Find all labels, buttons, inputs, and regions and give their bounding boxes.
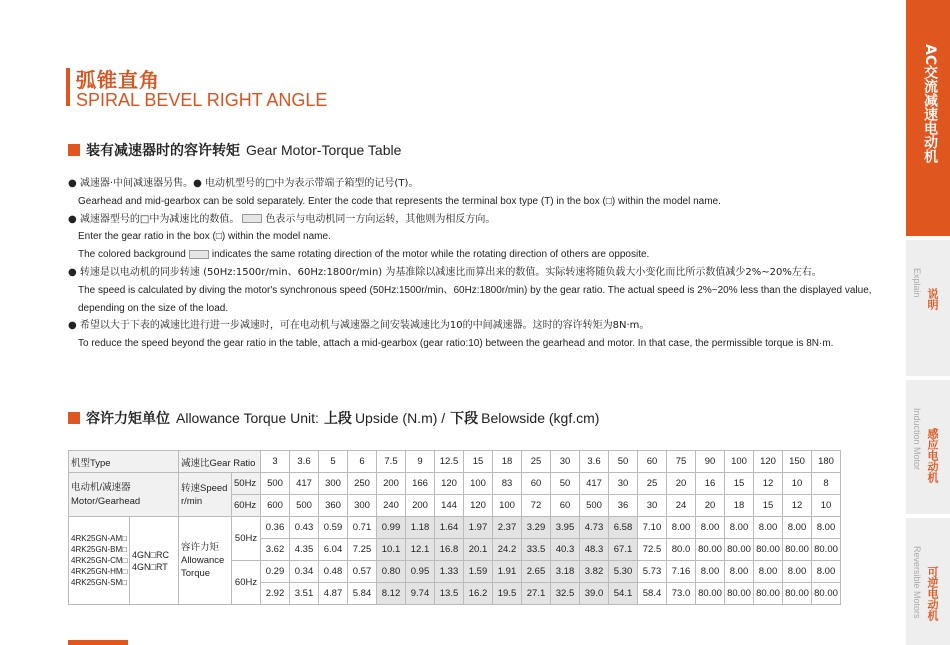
table-cell: 83 (493, 473, 522, 495)
table-cell: 60 (522, 473, 551, 495)
table-cell: 360 (319, 495, 348, 517)
table-cell: 30 (551, 451, 580, 473)
table-cell: 50 (609, 451, 638, 473)
sidebar-tab-3[interactable] (906, 380, 950, 514)
shaded-swatch-icon (189, 250, 209, 259)
torque-label: 容许力矩 Allowance Torque (179, 517, 232, 605)
table-cell: 20 (667, 473, 696, 495)
table-cell: 8 (812, 473, 841, 495)
motor-model: 4RK25GN-HM□ (71, 567, 128, 576)
table-cell: 80.00 (725, 583, 754, 605)
table-cell: 417 (580, 473, 609, 495)
table-cell: 3 (261, 451, 290, 473)
table-cell: 10 (812, 495, 841, 517)
speed-header: 转速Speed r/min (179, 473, 232, 517)
sidebar-tab-4[interactable] (906, 518, 950, 645)
table-cell: 1.18 (406, 517, 435, 539)
table-cell: 166 (406, 473, 435, 495)
table-cell: 80.00 (696, 539, 725, 561)
table-cell: 80.00 (812, 583, 841, 605)
table-cell: 1.64 (435, 517, 464, 539)
table-cell: 0.29 (261, 561, 290, 583)
table-cell: 100 (464, 473, 493, 495)
table-cell: 0.48 (319, 561, 348, 583)
table-cell: 80.00 (725, 539, 754, 561)
note-4-cn: ● 希望以大于下表的减速比进行进一步减速时，可在电动机与减速器之间安装减速比为10的中间减速器。这时的容许转矩为8N·m。 (68, 320, 650, 332)
table-cell: 75 (667, 451, 696, 473)
table-cell: 33.5 (522, 539, 551, 561)
table-cell: 48.3 (580, 539, 609, 561)
sidebar-tab-label: AC交流减速电动机 (922, 44, 938, 164)
table-cell: 6.04 (319, 539, 348, 561)
table-cell: 10.1 (377, 539, 406, 561)
table-cell: 1.97 (464, 517, 493, 539)
table-cell: 0.80 (377, 561, 406, 583)
motor-model: 4RK25GN-CM□ (71, 556, 128, 565)
section-marker-icon (68, 412, 80, 424)
motor-model: 4RK25GN-SM□ (71, 578, 127, 587)
table-cell: 8.00 (812, 517, 841, 539)
table-cell: 0.34 (290, 561, 319, 583)
table-cell: 32.5 (551, 583, 580, 605)
table-cell: 18 (725, 495, 754, 517)
motor-gearhead-header: 电动机/减速器 Motor/Gearhead (69, 473, 179, 517)
sidebar-tab-label-en: Explain (912, 268, 922, 298)
table-cell: 39.0 (580, 583, 609, 605)
table-cell: 12 (754, 473, 783, 495)
table-cell: 3.95 (551, 517, 580, 539)
table-cell: 5 (319, 451, 348, 473)
table-cell: 120 (435, 473, 464, 495)
table-cell: 7.5 (377, 451, 406, 473)
table-cell: 100 (493, 495, 522, 517)
table-cell: 8.00 (783, 561, 812, 583)
note-4-en: To reduce the speed beyond the gear ratio in the table, attach a mid-gearbox (gear ratio:10) between the gearhead and motor. In that case, the permissible torque is 8N·m. (78, 338, 834, 350)
table-cell: 8.00 (667, 517, 696, 539)
table-cell: 72.5 (638, 539, 667, 561)
note-1-en: Gearhead and mid-gearbox can be sold separately. Enter the code that represents the terminal box type (T) in the box (□) within the model name. (78, 195, 721, 207)
table-cell: 12 (783, 495, 812, 517)
table-cell: 3.29 (522, 517, 551, 539)
table-cell: 417 (290, 473, 319, 495)
table-cell: 500 (261, 473, 290, 495)
table-cell: 54.1 (609, 583, 638, 605)
table-cell: 20.1 (464, 539, 493, 561)
table-cell: 5.84 (348, 583, 377, 605)
note-1-cn: ● 减速器·中间减速器另售。● 电动机型号的□中为表示带端子箱型的记号(T)。 (68, 178, 419, 189)
table-cell: 80.00 (812, 539, 841, 561)
table-cell: 13.5 (435, 583, 464, 605)
sidebar-tab-label-en: Induction Motor (912, 408, 922, 471)
table-cell: 80.00 (783, 583, 812, 605)
table-cell: 9 (406, 451, 435, 473)
table-cell: 60 (638, 451, 667, 473)
note-3-cn: ● 转速是以电动机的同步转速 (50Hz:1500r/min、60Hz:1800r/min) 为基准除以减速比而算出来的数值。实际转速将随负载大小变化而比所示数值减少2%~20%左右。 (68, 266, 822, 278)
table-cell: 67.1 (609, 539, 638, 561)
table-cell: 3.6 (580, 451, 609, 473)
motor-model: 4RK25GN-AM□ (71, 534, 127, 543)
table-cell: 30 (609, 473, 638, 495)
table-cell: 16.8 (435, 539, 464, 561)
table-cell: 12.5 (435, 451, 464, 473)
table-cell: 4.73 (580, 517, 609, 539)
table-cell: 7.25 (348, 539, 377, 561)
table-cell: 9.74 (406, 583, 435, 605)
table-cell: 8.00 (812, 561, 841, 583)
table-cell: 30 (638, 495, 667, 517)
table-cell: 72 (522, 495, 551, 517)
table-cell: 2.65 (522, 561, 551, 583)
sidebar-tab-label: 说明 (926, 288, 939, 310)
table-cell: 60 (551, 495, 580, 517)
motor-model-list (69, 517, 130, 605)
section-torque-table-heading (68, 140, 401, 160)
table-cell: 36 (609, 495, 638, 517)
table-cell: 5.73 (638, 561, 667, 583)
table-cell: 144 (435, 495, 464, 517)
note-3-en-2: depending on the size of the load. (78, 302, 229, 314)
table-cell: 80.00 (696, 583, 725, 605)
table-cell: 58.4 (638, 583, 667, 605)
table-cell: 150 (783, 451, 812, 473)
table-cell: 120 (464, 495, 493, 517)
table-cell: 90 (696, 451, 725, 473)
shaded-swatch-icon (242, 214, 262, 223)
table-cell: 4.35 (290, 539, 319, 561)
table-cell: 15 (725, 473, 754, 495)
table-cell: 24 (667, 495, 696, 517)
table-cell: 25 (638, 473, 667, 495)
table-cell: 5.30 (609, 561, 638, 583)
table-cell: 80.00 (754, 583, 783, 605)
note-2-en-2: The colored background indicates the same rotating direction of the motor while the rotating direction of others are opposite. (78, 249, 650, 261)
table-cell: 8.00 (696, 561, 725, 583)
next-section-marker (68, 640, 128, 645)
table-cell: 1.59 (464, 561, 493, 583)
table-cell: 7.10 (638, 517, 667, 539)
belowside-label-en: Belowside (kgf.cm) (481, 410, 600, 426)
table-cell: 8.00 (754, 517, 783, 539)
sidebar-tab-label: 可逆电动机 (926, 566, 939, 621)
table-cell: 100 (725, 451, 754, 473)
section1-title-en: Gear Motor-Torque Table (246, 142, 402, 158)
table-cell: 8.00 (783, 517, 812, 539)
page-title-cn: 弧锥直角 (76, 68, 160, 92)
section-marker-icon (68, 144, 80, 156)
note-2-cn: ● 减速器型号的□中为减速比的数值。 色表示与电动机同一方向运转，其他则为相反方向。 (68, 213, 496, 225)
table-cell: 300 (348, 495, 377, 517)
table-cell: 0.99 (377, 517, 406, 539)
table-cell: 80.00 (783, 539, 812, 561)
sidebar-tab-label: 感应电动机 (926, 428, 939, 483)
table-cell: 250 (348, 473, 377, 495)
table-cell: 200 (377, 473, 406, 495)
table-cell: 80.0 (667, 539, 696, 561)
torque-hz60-label: 60Hz (232, 561, 261, 605)
table-cell: 50 (551, 473, 580, 495)
table-cell: 24.2 (493, 539, 522, 561)
table-cell: 240 (377, 495, 406, 517)
belowside-label-cn: 下段 (450, 411, 479, 427)
table-cell: 6 (348, 451, 377, 473)
table-cell: 15 (464, 451, 493, 473)
table-cell: 8.00 (754, 561, 783, 583)
table-cell: 200 (406, 495, 435, 517)
table-cell: 300 (319, 473, 348, 495)
motor-model: 4RK25GN-BM□ (71, 545, 127, 554)
table-cell: 15 (754, 495, 783, 517)
torque-hz50-label: 50Hz (232, 517, 261, 561)
torque-table (68, 450, 841, 605)
table-cell: 12.1 (406, 539, 435, 561)
table-cell: 16 (696, 473, 725, 495)
table-cell: 40.3 (551, 539, 580, 561)
note-2-en-1: Enter the gear ratio in the box (□) within the model name. (78, 231, 331, 243)
table-cell: 1.33 (435, 561, 464, 583)
page-title-en: SPIRAL BEVEL RIGHT ANGLE (76, 90, 328, 110)
table-cell: 7.16 (667, 561, 696, 583)
title-accent-bar (66, 68, 70, 106)
table-cell: 3.62 (261, 539, 290, 561)
table-cell: 3.82 (580, 561, 609, 583)
table-cell: 8.12 (377, 583, 406, 605)
hz60-label: 60Hz (232, 495, 261, 517)
table-cell: 1.91 (493, 561, 522, 583)
section1-title-cn: 装有减速器时的容许转矩 (86, 143, 240, 159)
table-cell: 18 (493, 451, 522, 473)
notes-block (68, 175, 872, 353)
table-cell: 3.18 (551, 561, 580, 583)
table-cell: 0.36 (261, 517, 290, 539)
table-cell: 16.2 (464, 583, 493, 605)
table-cell: 3.6 (290, 451, 319, 473)
table-row-t50-nm (69, 517, 841, 539)
table-cell: 600 (261, 495, 290, 517)
table-cell: 73.0 (667, 583, 696, 605)
gearhead-model: 4GN□RC 4GN□RT (130, 517, 179, 605)
sidebar-tab-label-en: Reversible Motors (912, 546, 922, 619)
table-cell: 19.5 (493, 583, 522, 605)
table-cell: 25 (522, 451, 551, 473)
table-cell: 120 (754, 451, 783, 473)
upside-label-en: Upside (N.m) / (354, 410, 446, 426)
table-cell: 8.00 (725, 561, 754, 583)
table-cell: 0.59 (319, 517, 348, 539)
upside-label-cn: 上段 (323, 411, 352, 427)
table-cell: 180 (812, 451, 841, 473)
table-cell: 4.87 (319, 583, 348, 605)
table-cell: 0.71 (348, 517, 377, 539)
model-type-header: 机型Type (69, 451, 179, 473)
table-cell: 500 (580, 495, 609, 517)
table-cell: 6.58 (609, 517, 638, 539)
table-cell: 8.00 (696, 517, 725, 539)
table-cell: 20 (696, 495, 725, 517)
sidebar-tab-1[interactable] (906, 0, 950, 236)
section-allowance-torque-heading (68, 408, 599, 428)
hz50-label: 50Hz (232, 473, 261, 495)
table-cell: 0.43 (290, 517, 319, 539)
table-cell: 500 (290, 495, 319, 517)
table-cell: 0.95 (406, 561, 435, 583)
note-3-en-1: The speed is calculated by diving the motor's synchronous speed (50Hz:1500r/min、60Hz:1800r/min) by the gear ratio. The actual speed is 2%~20% less than the displayed value, (78, 284, 872, 296)
table-row-speed50 (69, 473, 841, 495)
table-cell: 80.00 (754, 539, 783, 561)
table-cell: 8.00 (725, 517, 754, 539)
table-cell: 0.57 (348, 561, 377, 583)
table-cell: 3.51 (290, 583, 319, 605)
table-cell: 2.92 (261, 583, 290, 605)
table-cell: 2.37 (493, 517, 522, 539)
table-row-ratio (69, 451, 841, 473)
section2-title-en: Allowance Torque Unit: (176, 410, 319, 426)
sidebar-tab-2[interactable] (906, 240, 950, 376)
section2-title-cn: 容许力矩单位 (86, 411, 170, 427)
gear-ratio-header: 减速比Gear Ratio (179, 451, 261, 473)
table-cell: 10 (783, 473, 812, 495)
table-cell: 27.1 (522, 583, 551, 605)
